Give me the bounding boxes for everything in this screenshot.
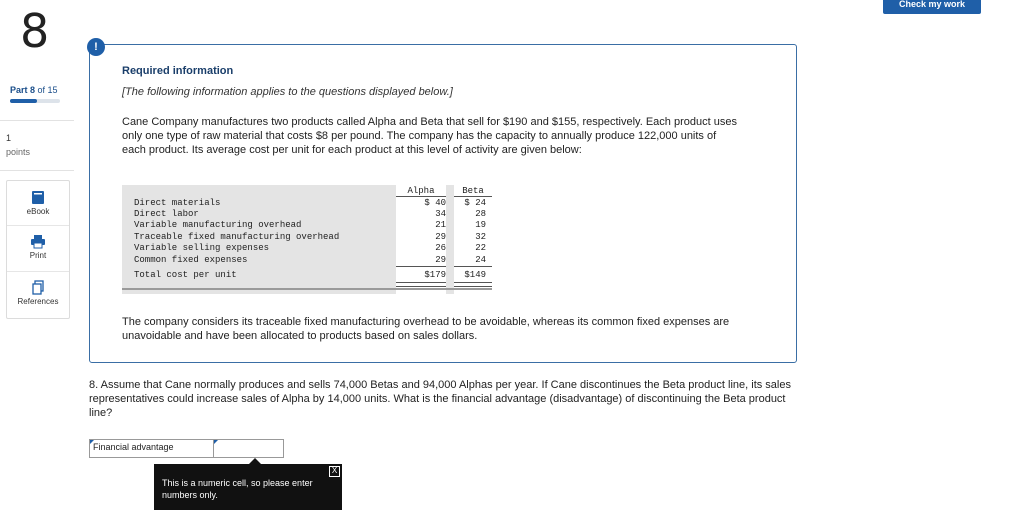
required-information-box	[89, 44, 797, 363]
cost-table	[122, 185, 492, 294]
print-button[interactable]	[7, 234, 69, 260]
table-bottom-rule	[122, 288, 492, 290]
header-underline	[396, 196, 446, 197]
total-row	[122, 270, 492, 281]
tools-panel	[6, 180, 70, 319]
row-label: Variable manufacturing overhead	[134, 220, 302, 230]
row-label: Direct materials	[134, 198, 221, 208]
points-value: 1	[6, 133, 12, 143]
tooltip-text: This is a numeric cell, so please enter numbers only.	[162, 478, 313, 500]
subtotal-underline	[454, 266, 492, 267]
table-row	[122, 232, 492, 243]
row-label: Common fixed expenses	[134, 255, 248, 265]
table-row	[122, 220, 492, 231]
part-of-text: of 15	[37, 85, 58, 95]
subtotal-underline	[396, 266, 446, 267]
divider	[0, 170, 74, 171]
beta-value: 19	[475, 220, 486, 230]
table-row	[122, 243, 492, 254]
table-row	[122, 198, 492, 209]
beta-header: Beta	[462, 186, 484, 196]
references-icon	[31, 280, 45, 295]
question-text: 8. Assume that Cane normally produces and sells 74,000 Betas and 94,000 Alphas per year. If Cane discontinues the Beta product line, its sales representatives could increase sales of Alpha by 14,000 units. What is the financial advantage (disadvantage) of discontinuing the Beta product line?	[89, 379, 791, 419]
info-paragraph-2: The company considers its traceable fixed manufacturing overhead to be avoidable, whereas its common fixed expenses are unavoidable and have been allocated to products based on sales dollars.	[122, 316, 730, 342]
total-label: Total cost per unit	[134, 270, 237, 280]
alpha-total: $179	[424, 270, 446, 280]
financial-advantage-input[interactable]	[213, 440, 282, 457]
beta-value: 24	[475, 255, 486, 265]
close-icon[interactable]: X	[329, 466, 340, 477]
part-label: Part 8	[10, 85, 36, 95]
beta-value: 28	[475, 209, 486, 219]
points-label: points	[6, 147, 31, 157]
ebook-button[interactable]	[7, 190, 69, 216]
alpha-value: $ 40	[424, 198, 446, 208]
beta-value: 32	[475, 232, 486, 242]
info-paragraph: Cane Company manufactures two products called Alpha and Beta that sell for $190 and $155, respectively. Each product uses only one type of raw material that costs $8 per pound. The company has the capacity to annually produce 122,000 units of each product. Its average cost per unit for each product at this level of activity are given below:	[122, 116, 737, 156]
numeric-cell-tooltip	[154, 464, 342, 510]
beta-total: $149	[464, 270, 486, 280]
beta-value: 22	[475, 243, 486, 253]
part-progress-bar	[10, 99, 60, 103]
table-row	[122, 209, 492, 220]
alpha-value: 34	[435, 209, 446, 219]
row-label: Traceable fixed manufacturing overhead	[134, 232, 340, 242]
printer-icon	[30, 234, 46, 249]
alpha-header: Alpha	[407, 186, 435, 196]
divider	[0, 120, 74, 121]
divider	[7, 271, 69, 272]
table-row	[122, 255, 492, 266]
answer-label: Financial advantage	[93, 442, 174, 452]
references-button[interactable]	[7, 280, 69, 306]
question-number: 8	[20, 4, 50, 58]
references-label: References	[17, 297, 59, 306]
required-info-heading: Required information	[122, 65, 234, 77]
row-label: Direct labor	[134, 209, 199, 219]
info-note: [The following information applies to the questions displayed below.]	[122, 86, 453, 98]
row-label: Variable selling expenses	[134, 243, 270, 253]
check-my-work-button[interactable]: Check my work	[883, 0, 981, 14]
part-progress-fill	[10, 99, 37, 103]
total-double-underline	[454, 282, 492, 287]
flag-marker-icon	[214, 440, 218, 444]
alpha-value: 29	[435, 255, 446, 265]
alpha-value: 26	[435, 243, 446, 253]
answer-row	[89, 439, 284, 458]
print-label: Print	[29, 251, 47, 260]
alpha-value: 29	[435, 232, 446, 242]
part-indicator	[10, 85, 58, 95]
alert-icon: !	[87, 38, 105, 56]
ebook-label: eBook	[26, 207, 50, 216]
header-underline	[454, 196, 492, 197]
alpha-value: 21	[435, 220, 446, 230]
total-double-underline	[396, 282, 446, 287]
book-icon	[31, 190, 45, 205]
divider	[7, 225, 69, 226]
beta-value: $ 24	[464, 198, 486, 208]
